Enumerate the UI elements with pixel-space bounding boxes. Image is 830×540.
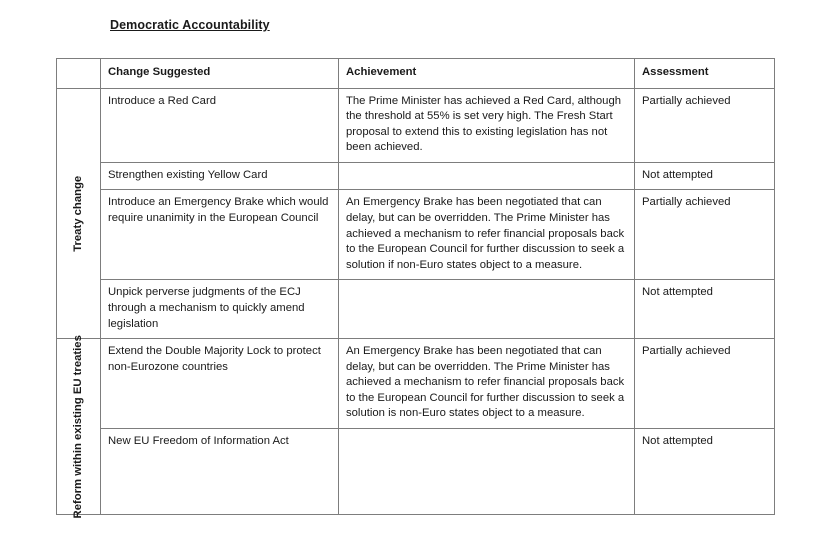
column-header-assessment: Assessment [635, 59, 775, 89]
cell-achievement [339, 162, 635, 190]
group-label-treaty-change [57, 88, 101, 339]
column-header-blank [57, 59, 101, 89]
cell-achievement: An Emergency Brake has been negotiated that can delay, but can be overridden. The Prime Minister has achieved a mechanism to refer financial proposals back to the European Council for further discussion to seek a solution is non-Euro states object to a measure. [339, 339, 635, 429]
cell-assessment: Not attempted [635, 162, 775, 190]
group-label-text: Reform within existing EU treaties [71, 334, 84, 519]
cell-change-suggested: Extend the Double Majority Lock to protect non-Eurozone countries [101, 339, 339, 429]
column-header-change-suggested: Change Suggested [101, 59, 339, 89]
cell-achievement: The Prime Minister has achieved a Red Card, although the threshold at 55% is set very high. The Fresh Start proposal to extend this to existing legislation has not been achieved. [339, 88, 635, 162]
table-row [57, 88, 775, 162]
page-title: Democratic Accountability [110, 18, 270, 32]
cell-assessment: Not attempted [635, 280, 775, 339]
table-row [57, 162, 775, 190]
column-header-achievement: Achievement [339, 59, 635, 89]
cell-assessment: Not attempted [635, 428, 775, 514]
group-label-text: Treaty change [71, 175, 84, 252]
cell-assessment: Partially achieved [635, 190, 775, 280]
cell-assessment: Partially achieved [635, 339, 775, 429]
cell-assessment: Partially achieved [635, 88, 775, 162]
cell-change-suggested: Introduce an Emergency Brake which would require unanimity in the European Council [101, 190, 339, 280]
table-header [57, 59, 775, 89]
cell-achievement [339, 428, 635, 514]
accountability-table [56, 58, 775, 519]
table-body [57, 88, 775, 519]
accountability-table-container [56, 58, 774, 519]
table-header-row [57, 59, 775, 89]
group-label-reform-within-existing-eu-treaties [57, 334, 101, 519]
cell-change-suggested: Introduce a Red Card [101, 88, 339, 162]
cell-achievement [339, 280, 635, 339]
cell-change-suggested: New EU Freedom of Information Act [101, 428, 339, 514]
table-row [57, 339, 775, 429]
cell-achievement: An Emergency Brake has been negotiated that can delay, but can be overridden. The Prime Minister has achieved a mechanism to refer financial proposals back to the European Council for further discussion to seek a solution if non-Euro states object to a measure. [339, 190, 635, 280]
table-row [57, 190, 775, 280]
cell-change-suggested: Strengthen existing Yellow Card [101, 162, 339, 190]
table-row [57, 428, 775, 514]
cell-change-suggested: Unpick perverse judgments of the ECJ through a mechanism to quickly amend legislation [101, 280, 339, 339]
table-row [57, 280, 775, 339]
